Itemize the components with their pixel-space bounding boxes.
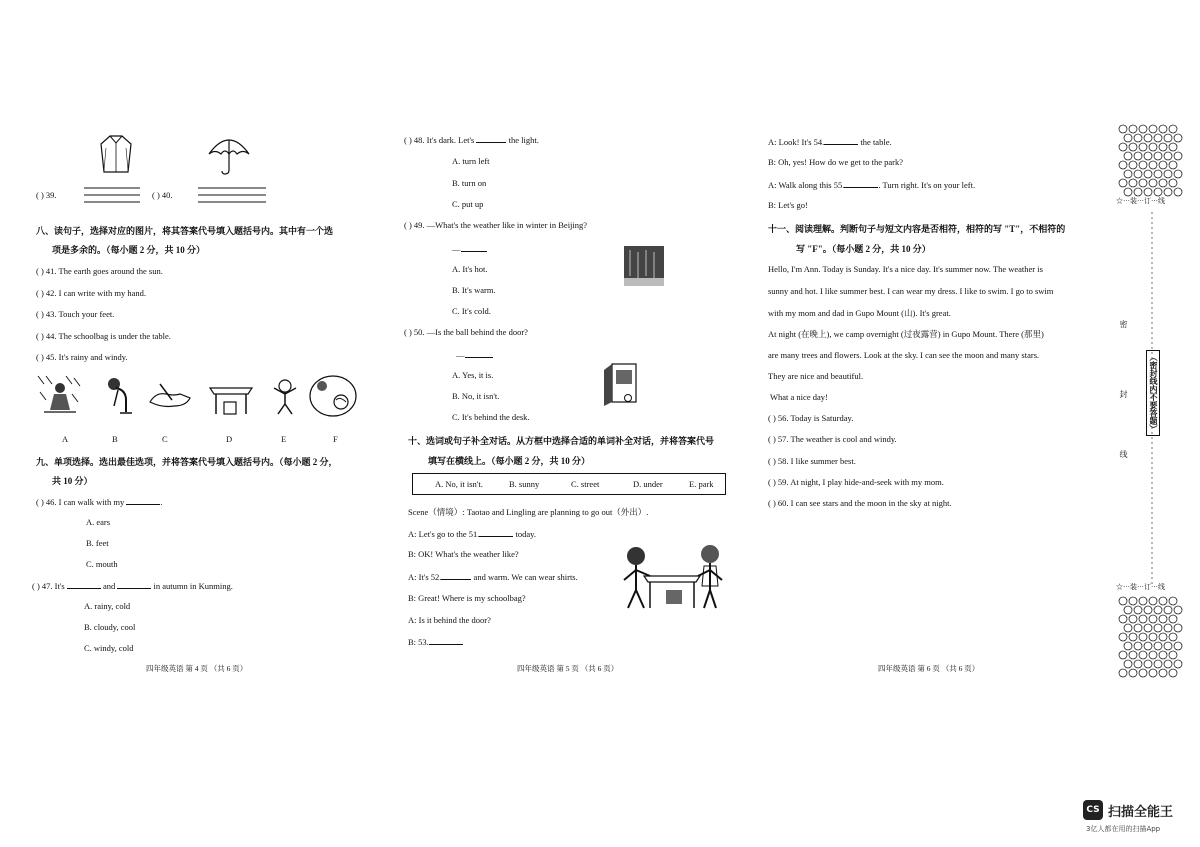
binding-dot	[1149, 651, 1157, 659]
word-option-e: E. park	[689, 479, 714, 489]
answer-blank-47a[interactable]	[67, 580, 101, 589]
binding-dot	[1149, 125, 1157, 133]
binding-dot	[1144, 642, 1152, 650]
binding-dot	[1119, 143, 1127, 151]
dialogue-51-tail: today.	[515, 529, 537, 539]
binding-dot	[1174, 170, 1182, 178]
binding-dot	[1154, 660, 1162, 668]
binding-dot	[1174, 606, 1182, 614]
binding-dot	[1174, 188, 1182, 196]
binding-dot	[1119, 615, 1127, 623]
dialogue-line-b1: B: OK! What's the weather like?	[408, 549, 519, 559]
binding-dot	[1139, 143, 1147, 151]
question-50-dash: —	[456, 350, 465, 360]
reading-line-4: At night (在晚上), we camp overnight (过夜露营) in Gupo Mount. There (那里)	[768, 329, 1044, 339]
option-48-b: B. turn on	[452, 178, 487, 188]
picture-label-b: B	[112, 434, 118, 444]
binding-dot	[1149, 179, 1157, 187]
answer-blank-48[interactable]	[476, 134, 506, 143]
binding-dot	[1159, 161, 1167, 169]
binding-mi: 密	[1119, 320, 1128, 328]
binding-dot	[1174, 152, 1182, 160]
reading-line-7: What a nice day!	[770, 392, 828, 402]
question-44: ( ) 44. The schoolbag is under the table.	[36, 331, 171, 341]
binding-dot	[1154, 606, 1162, 614]
binding-dot	[1164, 642, 1172, 650]
binding-dot	[1149, 597, 1157, 605]
binding-dot	[1169, 615, 1177, 623]
question-47-and: and	[102, 581, 116, 591]
answer-blank-49[interactable]	[461, 243, 487, 252]
binding-dot	[1129, 125, 1137, 133]
binding-dot	[1144, 624, 1152, 632]
binding-dot	[1119, 125, 1127, 133]
question-49-dash: —	[452, 244, 461, 254]
dialogue-line-b2: B: Great! Where is my schoolbag?	[408, 593, 526, 603]
binding-dot	[1139, 179, 1147, 187]
question-41: ( ) 41. The earth goes around the sun.	[36, 266, 163, 276]
binding-dot	[1144, 660, 1152, 668]
option-47-b: B. cloudy, cool	[84, 622, 136, 632]
binding-dot	[1149, 633, 1157, 641]
binding-dot	[1164, 624, 1172, 632]
binding-dot	[1159, 125, 1167, 133]
binding-dot	[1144, 188, 1152, 196]
answer-blank-47b[interactable]	[117, 580, 151, 589]
binding-notice-box	[1146, 350, 1160, 436]
binding-dot	[1149, 669, 1157, 677]
option-49-a: A. It's hot.	[452, 264, 488, 274]
winter-snow-picture	[624, 246, 664, 286]
binding-dot	[1169, 669, 1177, 677]
option-48-c: C. put up	[452, 199, 484, 209]
binding-dot	[1119, 179, 1127, 187]
camscanner-logo-icon: CS	[1083, 800, 1103, 820]
binding-dot	[1164, 152, 1172, 160]
option-50-b: B. No, it isn't.	[452, 391, 500, 401]
binding-dot	[1139, 615, 1147, 623]
reading-line-2: sunny and hot. I like summer best. I can wear my dress. I like to swim. I go to swim	[768, 286, 1054, 296]
binding-dot	[1134, 660, 1142, 668]
binding-dot	[1154, 170, 1162, 178]
binding-dot	[1174, 134, 1182, 142]
binding-dot	[1159, 597, 1167, 605]
children-desk-picture	[620, 542, 724, 612]
binding-dot	[1139, 669, 1147, 677]
option-49-c: C. It's cold.	[452, 306, 491, 316]
question-49: ( ) 49. —What's the weather like in winter in Beijing?	[404, 220, 588, 230]
binding-dot	[1139, 597, 1147, 605]
picture-b-touch-feet	[104, 376, 134, 416]
dialogue-54-text: A: Look! It's 54.	[768, 137, 825, 147]
binding-dot	[1139, 633, 1147, 641]
binding-dot	[1164, 134, 1172, 142]
binding-dot	[1169, 633, 1177, 641]
word-option-a: A. No, it isn't.	[435, 479, 483, 489]
binding-dot	[1144, 170, 1152, 178]
shirt-picture	[98, 134, 134, 174]
binding-dot	[1144, 134, 1152, 142]
section-8-title: 八、读句子，选择对应的图片，将其答案代号填入题括号内。其中有一个选	[36, 226, 334, 236]
binding-dot	[1169, 597, 1177, 605]
question-57: ( ) 57. The weather is cool and windy.	[768, 434, 897, 444]
question-50: ( ) 50. —Is the ball behind the door?	[404, 327, 528, 337]
binding-dot	[1144, 152, 1152, 160]
question-48-tail: the light.	[508, 135, 539, 145]
question-59: ( ) 59. At night, I play hide-and-seek with my mom.	[768, 477, 944, 487]
section-11-title: 十一、阅读理解。判断句子与短文内容是否相符，相符的写 "T"，不相符的	[768, 224, 1066, 234]
binding-dot	[1134, 152, 1142, 160]
reading-line-5: are many trees and flowers. Look at the sky. I can see the moon and many stars.	[768, 350, 1040, 360]
option-46-c: C. mouth	[86, 559, 118, 569]
binding-dot	[1139, 161, 1147, 169]
binding-xian: 线	[1119, 450, 1128, 458]
binding-dot	[1174, 624, 1182, 632]
question-48	[404, 134, 539, 145]
question-42: ( ) 42. I can write with my hand.	[36, 288, 146, 298]
binding-dot	[1169, 161, 1177, 169]
answer-line-49	[452, 243, 487, 254]
question-46-text: ( ) 46. I can walk with my	[36, 497, 125, 507]
binding-dot	[1124, 188, 1132, 196]
dialogue-52-tail: and warm. We can wear shirts.	[473, 572, 578, 582]
dialogue-54-tail: the table.	[860, 137, 892, 147]
option-47-c: C. windy, cold	[84, 643, 134, 653]
question-58: ( ) 58. I like summer best.	[768, 456, 856, 466]
dialogue-scene: Scene（情境）: Taotao and Lingling are planning to go out（外出）.	[408, 507, 649, 517]
section-9-title: 九、单项选择。选出最佳选项，并将答案代号填入题括号内。（每小题 2 分，	[36, 457, 338, 467]
section-10-title: 十、选词或句子补全对话。从方框中选择合适的单词补全对话，并将答案代号	[408, 436, 715, 446]
option-50-a: A. Yes, it is.	[452, 370, 494, 380]
word-option-c: C. street	[571, 479, 600, 489]
binding-dot	[1159, 651, 1167, 659]
binding-dot	[1124, 642, 1132, 650]
dialogue-line-54	[768, 136, 892, 147]
reading-line-3: with my mom and dad in Gupo Mount (山). It's great.	[768, 308, 951, 318]
binding-margin	[1112, 120, 1192, 680]
picture-c-hand-writing	[146, 382, 194, 412]
binding-dot	[1134, 642, 1142, 650]
binding-dot	[1119, 651, 1127, 659]
binding-dot	[1124, 606, 1132, 614]
section-8-title-cont: 项是多余的。（每小题 2 分，共 10 分）	[52, 245, 206, 255]
question-48-text: ( ) 48. It's dark. Let's	[404, 135, 475, 145]
picture-f-earth-sun	[308, 374, 358, 418]
page-4-footer: 四年级英语 第 4 页 （共 6 页）	[146, 664, 248, 673]
answer-blank-52[interactable]	[441, 571, 471, 580]
binding-dot	[1159, 179, 1167, 187]
question-56: ( ) 56. Today is Saturday.	[768, 413, 854, 423]
binding-dot	[1164, 660, 1172, 668]
binding-dot	[1149, 161, 1157, 169]
word-options-box	[412, 473, 726, 495]
binding-dot	[1159, 143, 1167, 151]
binding-dot	[1169, 143, 1177, 151]
binding-dot	[1129, 669, 1137, 677]
picture-label-a: A	[62, 434, 69, 444]
option-49-b: B. It's warm.	[452, 285, 496, 295]
binding-dot	[1124, 624, 1132, 632]
binding-dot	[1169, 179, 1177, 187]
option-46-b: B. feet	[86, 538, 109, 548]
dialogue-53-text: B: 53.	[408, 637, 429, 647]
binding-dot	[1159, 669, 1167, 677]
dialogue-line-b4: B: Let's go!	[768, 200, 808, 210]
answer-lines-39[interactable]	[84, 186, 142, 206]
binding-dot	[1124, 134, 1132, 142]
question-47-tail: in autumn in Kunming.	[153, 581, 233, 591]
binding-dot	[1134, 170, 1142, 178]
picture-d-schoolbag-under-table	[208, 382, 254, 416]
binding-dot	[1164, 170, 1172, 178]
section-11-title-cont: 写 "F"。（每小题 2 分，共 10 分）	[796, 244, 931, 254]
binding-dot	[1134, 134, 1142, 142]
page-5-footer: 四年级英语 第 5 页 （共 6 页）	[517, 664, 619, 673]
umbrella-picture	[205, 134, 253, 176]
binding-dot	[1144, 606, 1152, 614]
binding-dot	[1119, 633, 1127, 641]
option-46-a: A. ears	[86, 517, 111, 527]
option-47-a: A. rainy, cold	[84, 601, 131, 611]
question-39: ( ) 39.	[36, 190, 57, 200]
binding-dot	[1134, 606, 1142, 614]
question-47-text: ( ) 47. It's	[32, 581, 65, 591]
dialogue-line-55	[768, 179, 975, 190]
binding-line-label-bottom: ☆···装···订···线	[1116, 583, 1165, 591]
binding-dot	[1149, 615, 1157, 623]
question-45: ( ) 45. It's rainy and windy.	[36, 352, 128, 362]
binding-dot	[1169, 125, 1177, 133]
binding-dot	[1124, 152, 1132, 160]
section-9-title-cont: 共 10 分）	[52, 476, 93, 486]
picture-label-f: F	[333, 434, 338, 444]
question-40: ( ) 40.	[152, 190, 173, 200]
binding-dot	[1129, 633, 1137, 641]
binding-dot	[1154, 624, 1162, 632]
answer-lines-40[interactable]	[198, 186, 268, 206]
binding-dot	[1154, 152, 1162, 160]
binding-line-label-top: ☆···装···订···线	[1116, 197, 1165, 205]
picture-label-e: E	[281, 434, 287, 444]
binding-dot	[1129, 597, 1137, 605]
reading-line-1: Hello, I'm Ann. Today is Sunday. It's a nice day. It's summer now. The weather is	[768, 264, 1043, 274]
binding-dot	[1174, 642, 1182, 650]
dialogue-51-text: A: Let's go to the 51.	[408, 529, 480, 539]
dialogue-line-b3: B: Oh, yes! How do we get to the park?	[768, 157, 904, 167]
binding-dot	[1119, 669, 1127, 677]
dialogue-55-tail: . Turn right. It's on your left.	[878, 180, 976, 190]
picture-label-c: C	[162, 434, 168, 444]
binding-dot	[1164, 188, 1172, 196]
binding-dot	[1169, 651, 1177, 659]
question-43: ( ) 43. Touch your feet.	[36, 309, 115, 319]
watermark-name: 扫描全能王	[1108, 805, 1174, 820]
option-50-c: C. It's behind the desk.	[452, 412, 530, 422]
binding-dot-pattern-bottom	[1118, 596, 1188, 680]
binding-dot	[1149, 143, 1157, 151]
binding-dot	[1154, 134, 1162, 142]
picture-label-d: D	[226, 434, 233, 444]
binding-dot	[1164, 606, 1172, 614]
picture-e-boy	[270, 378, 300, 416]
binding-dot	[1119, 597, 1127, 605]
answer-blank-46[interactable]	[126, 496, 160, 505]
page-6-footer: 四年级英语 第 6 页 （共 6 页）	[878, 664, 980, 673]
dialogue-line-52	[408, 571, 578, 582]
dialogue-line-a3: A: Is it behind the door?	[408, 615, 491, 625]
binding-dot	[1134, 624, 1142, 632]
binding-dot	[1139, 651, 1147, 659]
dialogue-55-text: A: Walk along this 55.	[768, 180, 845, 190]
picture-a-rainy-windy	[36, 374, 82, 416]
binding-dot	[1154, 642, 1162, 650]
binding-dot	[1129, 143, 1137, 151]
answer-blank-55[interactable]	[844, 179, 878, 188]
answer-blank-53[interactable]	[429, 636, 463, 645]
binding-dot	[1129, 179, 1137, 187]
binding-dot	[1129, 615, 1137, 623]
binding-dot-pattern-top	[1118, 124, 1188, 192]
question-46: ( ) 46. I can walk with my .	[36, 497, 163, 507]
answer-blank-50[interactable]	[465, 349, 493, 358]
section-10-title-cont: 填写在横线上。（每小题 2 分，共 10 分）	[428, 456, 591, 466]
dialogue-line-53	[408, 636, 463, 647]
dialogue-52-text: A: It's 52.	[408, 572, 442, 582]
answer-blank-54[interactable]	[824, 136, 858, 145]
binding-dot	[1154, 188, 1162, 196]
binding-dot	[1159, 633, 1167, 641]
binding-dot	[1134, 188, 1142, 196]
binding-notice: （密封线内不要答题）	[1149, 353, 1158, 433]
question-60: ( ) 60. I can see stars and the moon in the sky at night.	[768, 498, 952, 508]
binding-dot	[1174, 660, 1182, 668]
option-48-a: A. turn left	[452, 156, 490, 166]
answer-line-50	[456, 349, 493, 360]
binding-dot	[1124, 170, 1132, 178]
reading-line-6: They are nice and beautiful.	[768, 371, 864, 381]
word-option-d: D. under	[633, 479, 663, 489]
binding-dot	[1139, 125, 1147, 133]
binding-dot	[1129, 651, 1137, 659]
binding-dot	[1159, 615, 1167, 623]
question-47	[32, 580, 233, 591]
answer-blank-51[interactable]	[479, 528, 513, 537]
binding-dot	[1124, 660, 1132, 668]
watermark-sub: 3亿人都在用的扫描App	[1086, 825, 1161, 833]
dialogue-line-51	[408, 528, 536, 539]
binding-dot	[1119, 161, 1127, 169]
word-option-b: B. sunny	[509, 479, 540, 489]
binding-dot	[1129, 161, 1137, 169]
binding-feng: 封	[1119, 390, 1128, 398]
door-ball-picture	[602, 362, 640, 406]
